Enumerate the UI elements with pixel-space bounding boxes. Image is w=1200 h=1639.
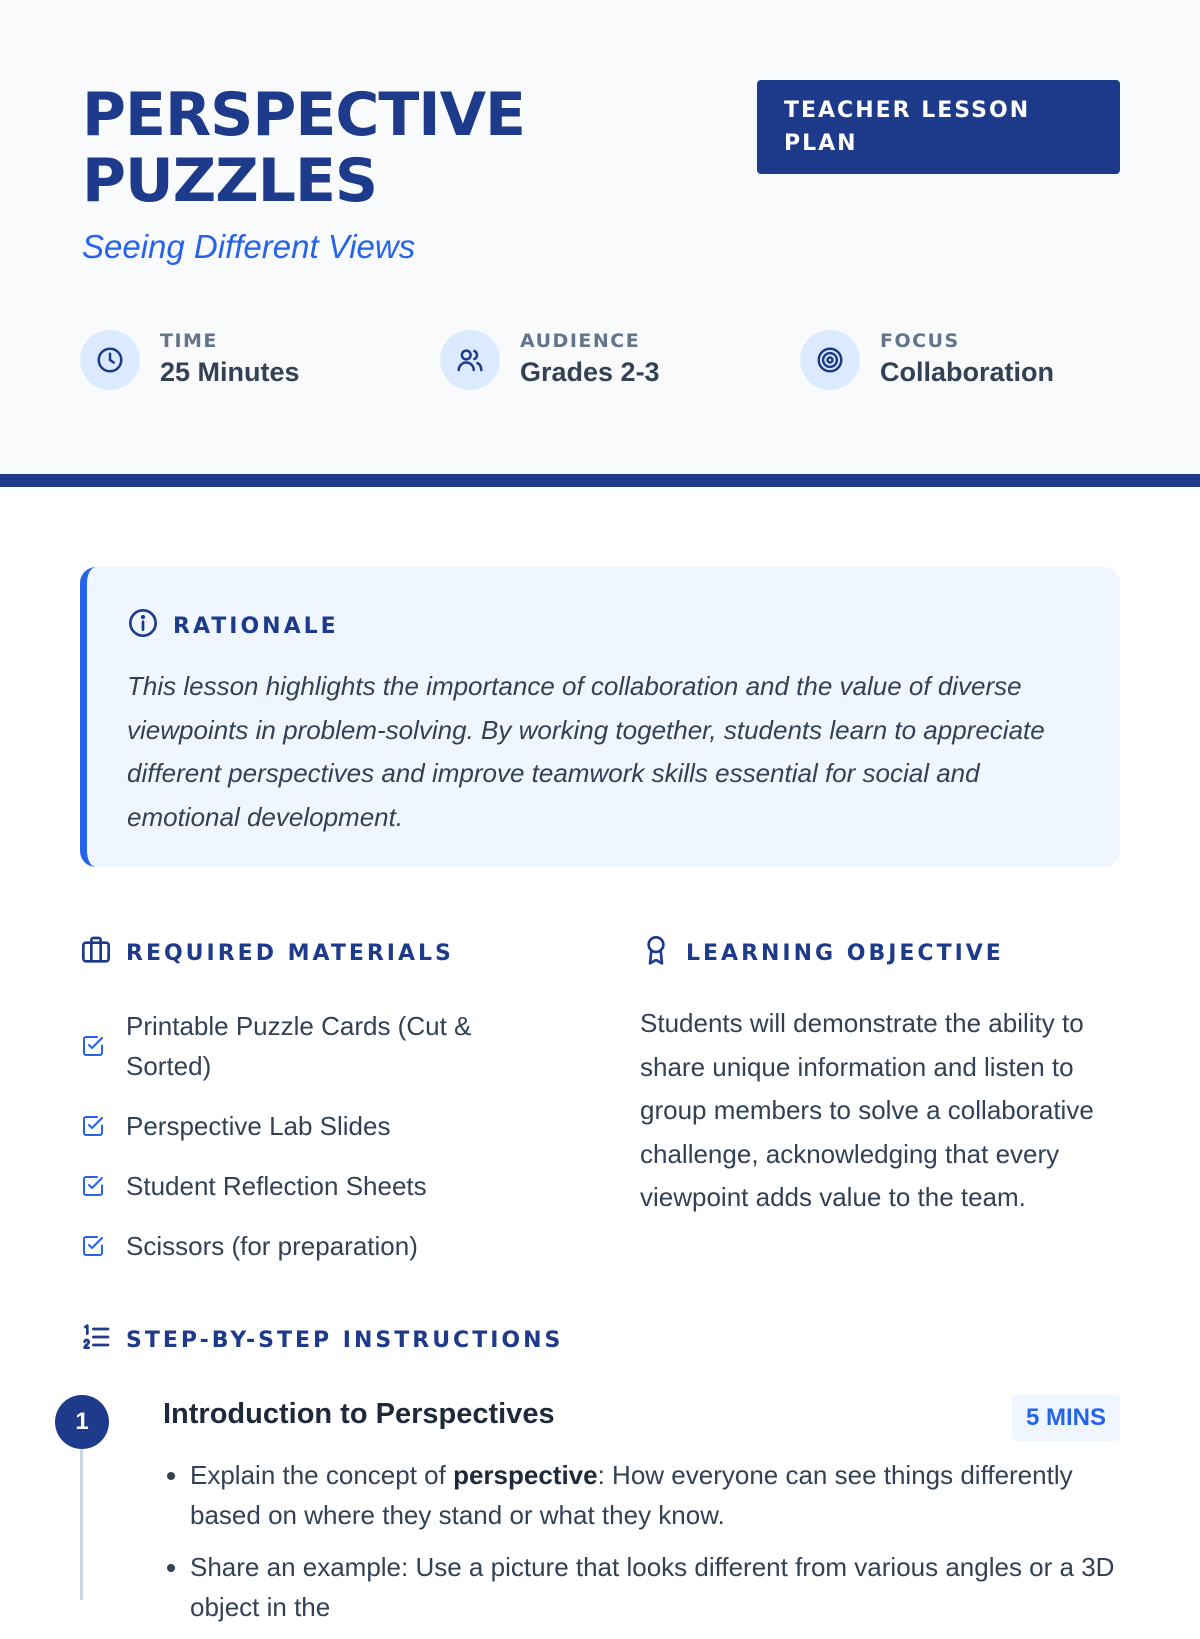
lesson-type-badge: TEACHER LESSON PLAN	[757, 80, 1120, 174]
step-title: Introduction to Perspectives	[163, 1398, 555, 1430]
material-item	[80, 1106, 550, 1146]
rationale-heading	[127, 607, 1080, 645]
objective-text: Students will demonstrate the ability to share unique information and listen to group members to solve a collaborative challenge, acknowledging that every viewpoint adds value to the team.	[640, 1008, 1094, 1212]
materials-heading-label: REQUIRED MATERIALS	[126, 940, 454, 966]
step-number: 1	[55, 1395, 109, 1449]
rationale-heading-label: RATIONALE	[173, 613, 339, 639]
step-duration-badge: 5 MINS	[1012, 1395, 1120, 1441]
users-icon	[440, 330, 500, 390]
meta-focus-label: FOCUS	[880, 330, 960, 352]
checkbox-icon	[80, 1113, 106, 1139]
material-item-label: Scissors (for preparation)	[126, 1231, 418, 1261]
rationale-panel	[80, 567, 1120, 867]
material-item-label: Perspective Lab Slides	[126, 1111, 391, 1141]
page-title	[82, 82, 642, 214]
instructions-heading-label: STEP-BY-STEP INSTRUCTIONS	[126, 1327, 564, 1353]
meta-time-value: 25 Minutes	[160, 357, 300, 387]
step-bullet-emphasis: perspective	[453, 1460, 598, 1490]
objective-section	[640, 934, 1120, 1220]
page-subtitle: Seeing Different Views	[82, 228, 416, 265]
meta-audience-label: AUDIENCE	[520, 330, 641, 352]
award-icon	[640, 934, 672, 972]
material-item-label: Printable Puzzle Cards (Cut & Sorted)	[126, 1011, 472, 1081]
material-item	[80, 1166, 550, 1206]
instructions-heading	[80, 1321, 563, 1359]
material-item	[80, 1006, 550, 1086]
info-icon	[127, 607, 159, 645]
meta-audience-value: Grades 2-3	[520, 357, 660, 387]
title-line-1: PERSPECTIVE	[82, 80, 526, 150]
checkbox-icon	[80, 1033, 106, 1059]
step-bullet-text: Explain the concept of	[190, 1460, 454, 1490]
objective-heading	[640, 934, 1120, 972]
meta-focus-value: Collaboration	[880, 357, 1054, 387]
materials-section	[80, 934, 550, 1286]
material-item-label: Student Reflection Sheets	[126, 1171, 427, 1201]
clock-icon	[80, 330, 140, 390]
briefcase-icon	[80, 934, 112, 972]
step-bullet-text: : How everyone can see things differently based on where they stand or what they know.	[190, 1460, 1073, 1530]
rationale-text: This lesson highlights the importance of collaboration and the value of diverse viewpoints in problem-solving. By working together, students learn to appreciate different perspectives and improve teamwork skills essential for social and emotional development.	[127, 671, 1045, 832]
header-divider	[0, 474, 1200, 487]
step-bullet	[190, 1455, 1120, 1535]
checkbox-icon	[80, 1173, 106, 1199]
meta-time	[80, 330, 380, 390]
objective-heading-label: LEARNING OBJECTIVE	[686, 940, 1004, 966]
meta-audience	[440, 330, 740, 390]
list-ordered-icon	[80, 1321, 112, 1359]
step-bullet	[190, 1547, 1120, 1627]
target-icon	[800, 330, 860, 390]
materials-heading	[80, 934, 550, 972]
step-bullet-list	[190, 1455, 1120, 1639]
meta-focus	[800, 330, 1120, 390]
title-line-2: PUZZLES	[82, 146, 378, 216]
material-item	[80, 1226, 550, 1266]
checkbox-icon	[80, 1233, 106, 1259]
materials-list	[80, 1006, 550, 1266]
meta-time-label: TIME	[160, 330, 218, 352]
step-bullet-text: Share an example: Use a picture that looks different from various angles or a 3D object in the	[190, 1552, 1115, 1622]
